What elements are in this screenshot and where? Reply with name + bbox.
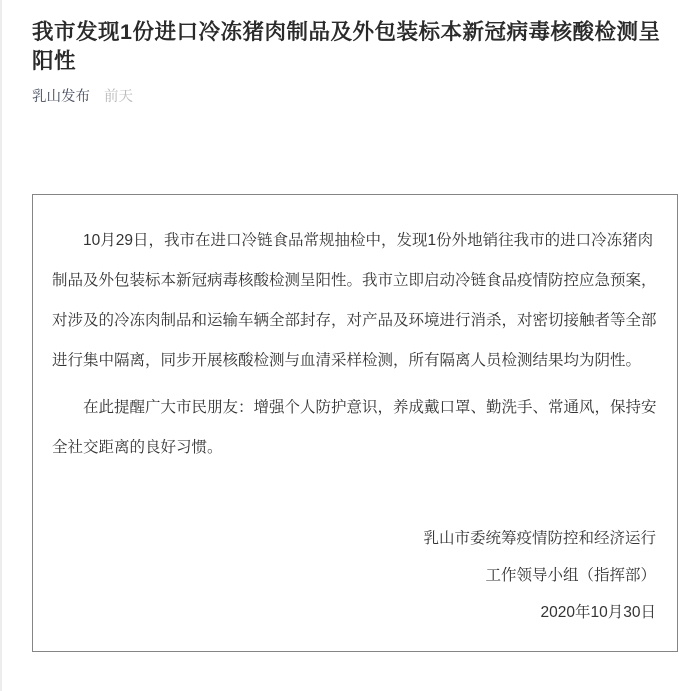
- signature-block: [52, 520, 658, 631]
- article-title: 我市发现1份进口冷冻猪肉制品及外包装标本新冠病毒核酸检测呈阳性: [32, 20, 661, 73]
- notice-paragraph-1: [52, 221, 658, 381]
- signature-group-line: 工作领导小组（指挥部）: [485, 567, 656, 584]
- publish-time: 前天: [104, 89, 133, 105]
- paragraph-line: 在此提醒广大市民朋友：增强个人防护意识，养成戴口罩、勤洗手、常通风，保持安: [52, 399, 657, 416]
- paragraph-line: 10月29日，我市在进口冷链食品常规抽检中，发现1份外地销往我市的进口冷冻猪肉: [52, 232, 654, 249]
- notice-box: [32, 194, 678, 652]
- paragraph-line: 全社交距离的良好习惯。: [52, 439, 223, 456]
- paragraph-line: 制品及外包装标本新冠病毒核酸检测呈阳性。我市立即启动冷链食品疫情防控应急预案，: [52, 272, 657, 289]
- article-meta: [32, 88, 133, 106]
- paragraph-line: 进行集中隔离，同步开展核酸检测与血清采样检测，所有隔离人员检测结果均为阴性。: [52, 352, 642, 369]
- signature-date: 2020年10月30日: [540, 604, 656, 621]
- paragraph-line: 对涉及的冷冻肉制品和运输车辆全部封存，对产品及环境进行消杀，对密切接触者等全部: [52, 312, 657, 329]
- source-account-link[interactable]: 乳山发布: [32, 89, 90, 105]
- signature-org-line: 乳山市委统筹疫情防控和经济运行: [423, 530, 656, 547]
- notice-paragraph-2: [52, 388, 658, 468]
